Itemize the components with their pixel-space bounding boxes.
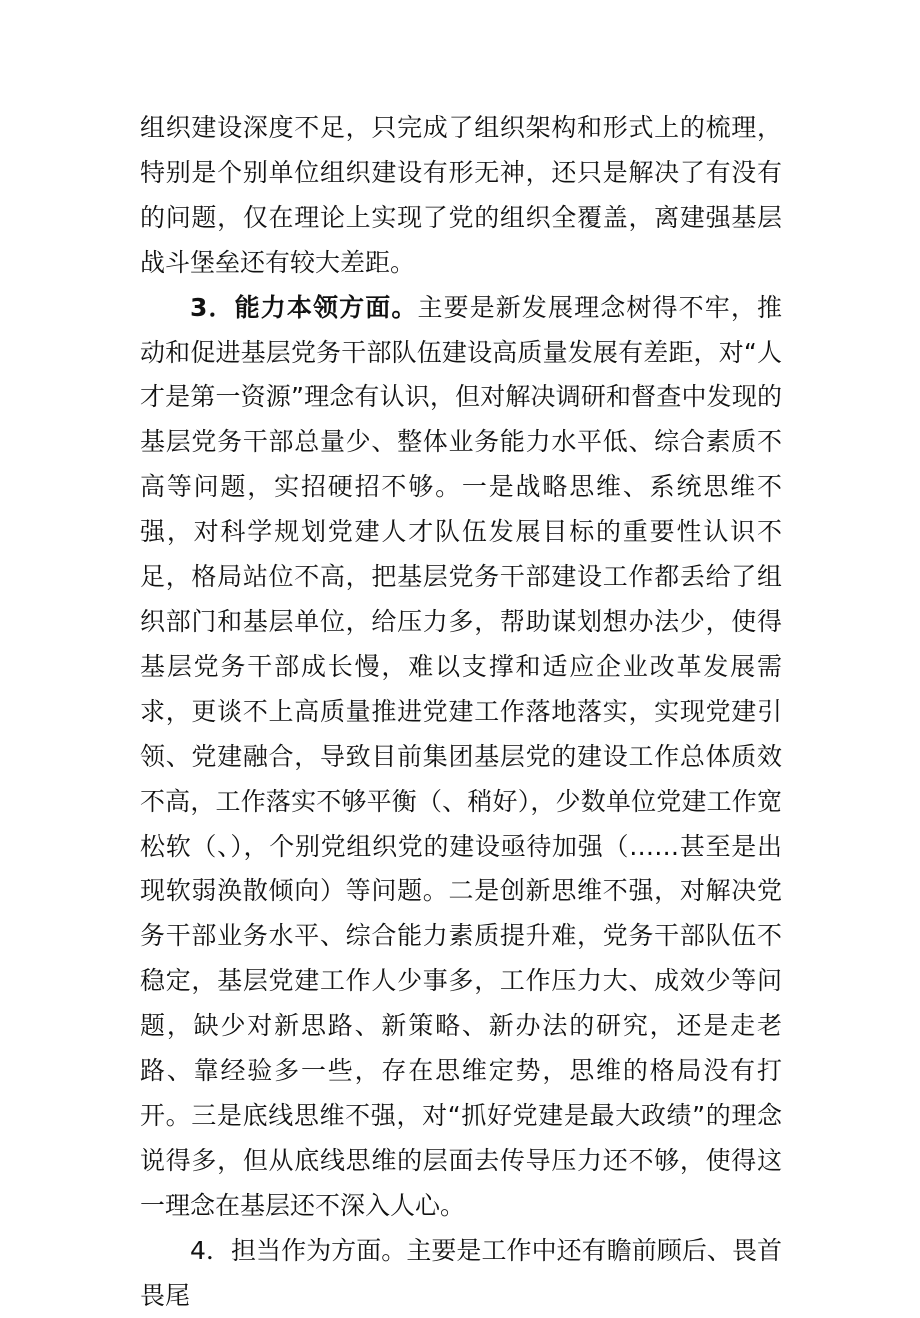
paragraph-text: 组织建设深度不足，只完成了组织架构和形式上的梳理，特别是个别单位组织建设有形无神，还只是解决了有没有的问题，仅在理论上实现了党的组织全覆盖，离建强基层战斗堡垒还有较大差距。: [140, 113, 782, 277]
paragraph-org-building-depth: [140, 106, 782, 286]
paragraph-ability-skills: [140, 286, 782, 1229]
paragraph-responsibility-action: [140, 1229, 782, 1318]
section-heading-ability-skills: 3．能力本领方面。: [190, 292, 418, 322]
paragraph-text: 主要是新发展理念树得不牢，推动和促进基层党务干部队伍建设高质量发展有差距，对“人才是第一资源”理念有认识，但对解决调研和督查中发现的基层党务干部总量少、整体业务能力水平低、综合素质不高等问题，实招硬招不够。一是战略思维、系统思维不强，对科学规划党建人才队伍发展目标的重要性认识不足，格局站位不高，把基层党务干部建设工作都丢给了组织部门和基层单位，给压力多，帮助谋划想办法少，使得基层党务干部成长慢，难以支撑和适应企业改革发展需求，更谈不上高质量推进党建工作落地落实，实现党建引领、党建融合，导致目前集团基层党的建设工作总体质效不高，工作落实不够平衡（、稍好），少数单位党建工作宽松软（、），个别党组织党的建设亟待加强（……甚至是出现软弱涣散倾向）等问题。二是创新思维不强，对解决党务干部业务水平、综合能力素质提升难，党务干部队伍不稳定，基层党建工作人少事多，工作压力大、成效少等问题，缺少对新思路、新策略、新办法的研究，还是走老路、靠经验多一些，存在思维定势，思维的格局没有打开。三是底线思维不强，对“抓好党建是最大政绩”的理念说得多，但从底线思维的层面去传导压力还不够，使得这一理念在基层还不深入人心。: [140, 292, 782, 1220]
document-body: [140, 106, 782, 1318]
paragraph-text: 4．担当作为方面。主要是工作中还有瞻前顾后、畏首畏尾: [140, 1235, 782, 1310]
